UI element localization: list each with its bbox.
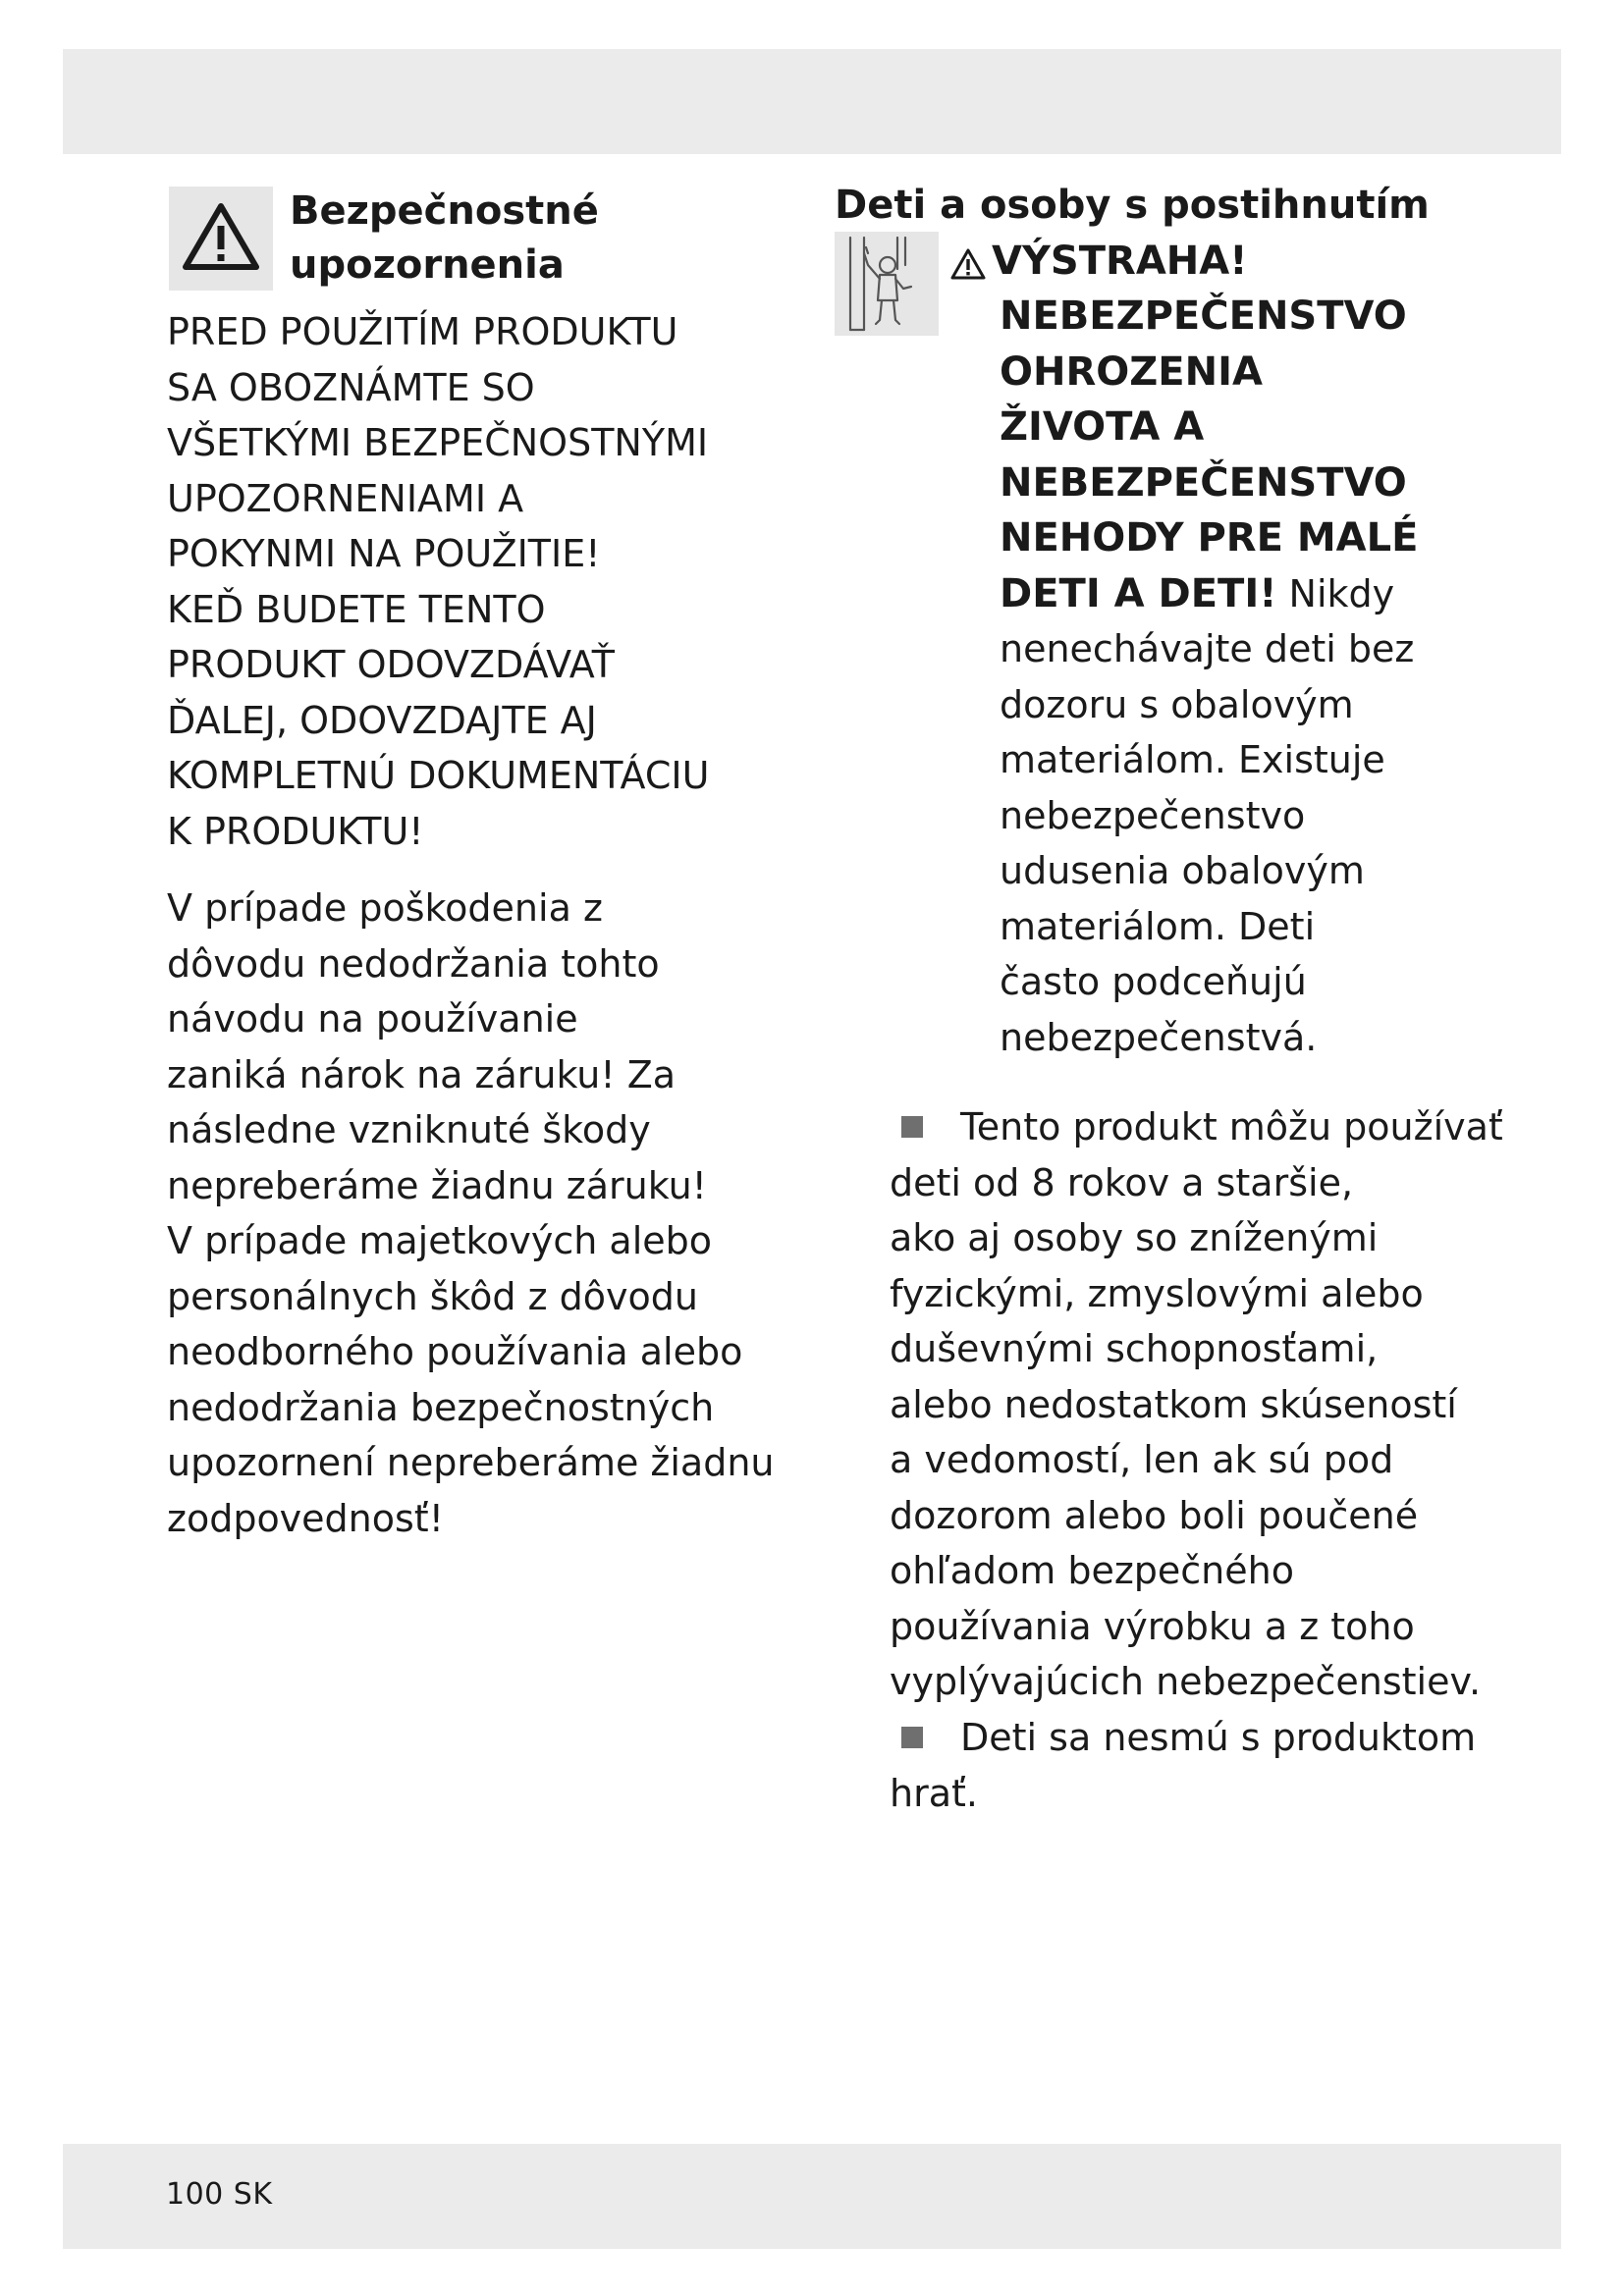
body-line: zaniká nárok na záruku! Za — [167, 1052, 677, 1096]
bullet-line: ako aj osoby so zníženými — [890, 1216, 1379, 1259]
body-line: personálnych škôd z dôvodu — [167, 1274, 698, 1318]
caps-line: VŠETKÝMI BEZPEČNOSTNÝMI — [167, 421, 709, 464]
liability-paragraph — [167, 881, 815, 1546]
bullet-line: a vedomostí, len ak sú pod — [890, 1438, 1394, 1481]
bullet-line: duševnými schopnosťami, — [890, 1327, 1379, 1370]
bullet-line: alebo nedostatkom skúseností — [890, 1382, 1457, 1426]
warning-bold-line: NEHODY PRE MALÉ — [1000, 515, 1419, 561]
bullet-square-icon — [901, 1116, 923, 1138]
body-line: nedodržania bezpečnostných — [167, 1385, 715, 1429]
warning-bold-line: OHROZENIA — [1000, 348, 1263, 395]
warning-normal-start: Nikdy — [1276, 571, 1395, 615]
body-line: zodpovednosť! — [167, 1496, 444, 1540]
warning-bold-line: NEBEZPEČENSTVO — [1000, 459, 1407, 506]
warning-body-line: udusenia obalovým — [1000, 849, 1365, 892]
warning-triangle-icon — [950, 248, 986, 280]
bullet-first-line — [890, 1099, 1577, 1155]
bullet-first-text: Tento produkt môžu používať — [960, 1105, 1503, 1148]
caps-line: KOMPLETNÚ DOKUMENTÁCIU — [167, 754, 710, 797]
body-line: návodu na používanie — [167, 997, 578, 1041]
warning-body-line: materiálom. Deti — [1000, 904, 1316, 948]
left-column — [167, 187, 815, 1546]
caps-line: UPOZORNENIAMI A — [167, 476, 524, 520]
caps-line: POKYNMI NA POUŽITIE! — [167, 532, 601, 575]
bullet-first-text: Deti sa nesmú s produktom — [960, 1716, 1477, 1759]
bullet-line: fyzickými, zmyslovými alebo — [890, 1271, 1424, 1315]
body-line: V prípade poškodenia z — [167, 886, 603, 930]
body-line: upozornení nepreberáme žiadnu — [167, 1441, 775, 1484]
caps-line: KEĎ BUDETE TENTO — [167, 587, 546, 631]
bullet-line: ohľadom bezpečného — [890, 1549, 1294, 1592]
caps-line: PRODUKT ODOVZDÁVAŤ — [167, 643, 615, 686]
body-line: neodborného používania alebo — [167, 1330, 743, 1373]
warning-body-line: nebezpečenstvá. — [1000, 1015, 1318, 1059]
warning-body-line: dozoru s obalovým — [1000, 682, 1354, 726]
caps-line: SA OBOZNÁMTE SO — [167, 365, 535, 409]
warning-bold-tail: DETI A DETI! — [1000, 570, 1277, 616]
warning-bold-line: NEBEZPEČENSTVO — [1000, 294, 1407, 339]
caps-notice — [167, 304, 815, 859]
bullet-line: deti od 8 rokov a staršie, — [890, 1160, 1354, 1204]
section-title-line: upozornenia — [290, 242, 565, 288]
body-line: nepreberáme žiadnu záruku! — [167, 1163, 707, 1207]
warning-body-line: často podceňujú — [1000, 960, 1307, 1003]
children-section-title: Deti a osoby s postihnutím — [835, 183, 1430, 228]
bullet-line: používania výrobku a z toho — [890, 1604, 1415, 1648]
safety-section-header — [167, 187, 815, 304]
warning-heading-text: VÝSTRAHA! — [992, 239, 1248, 284]
caps-line: ĎALEJ, ODOVZDAJTE AJ — [167, 698, 597, 742]
child-hazard-icon — [842, 236, 931, 332]
body-line: následne vzniknuté škody — [167, 1108, 651, 1151]
footer-band — [63, 2144, 1561, 2249]
body-line: dôvodu nedodržania tohto — [167, 941, 660, 986]
page-number: 100 SK — [166, 2177, 273, 2212]
bullet-item — [890, 1099, 1577, 1710]
section-title-line: Bezpečnostné — [290, 188, 599, 234]
warning-body-line: nebezpečenstvo — [1000, 793, 1306, 837]
warning-body-line: materiálom. Existuje — [1000, 738, 1385, 781]
warning-text — [1000, 289, 1549, 1065]
warning-heading — [950, 234, 1247, 289]
bullet-first-line — [890, 1710, 1577, 1766]
warning-mixed-line — [1000, 566, 1549, 622]
right-column — [835, 181, 1542, 1815]
bullet-square-icon — [901, 1727, 923, 1748]
warning-bold-line: ŽIVOTA A — [1000, 404, 1205, 450]
section-title — [290, 185, 800, 293]
body-line: V prípade majetkových alebo — [167, 1219, 713, 1262]
warning-body-line: nenechávajte deti bez — [1000, 627, 1415, 670]
bullet-line: dozorom alebo boli poučené — [890, 1493, 1419, 1537]
bullet-item — [890, 1710, 1577, 1821]
warning-triangle-icon — [183, 202, 259, 271]
caps-line: PRED POUŽITÍM PRODUKTU — [167, 310, 678, 353]
child-icon-box — [835, 232, 939, 336]
caps-line: K PRODUKTU! — [167, 809, 424, 853]
bullet-line: hrať. — [890, 1771, 978, 1815]
bullet-line: vyplývajúcich nebezpečenstiev. — [890, 1660, 1482, 1703]
child-warning-block — [835, 232, 1542, 1815]
warning-icon-box — [169, 187, 273, 291]
header-band — [63, 49, 1561, 154]
